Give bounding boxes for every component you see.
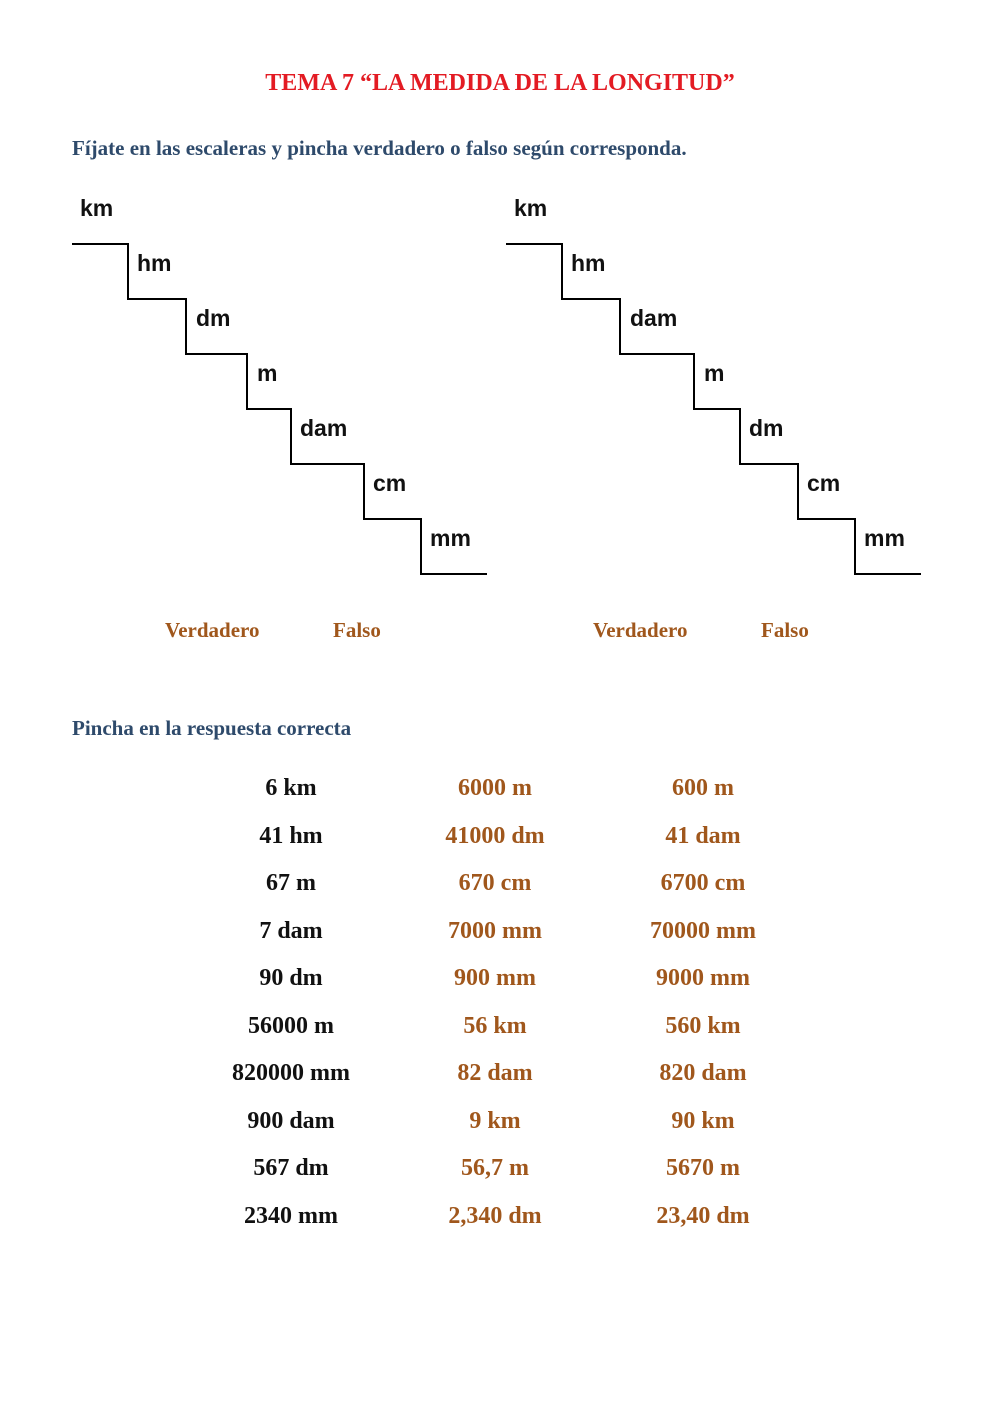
quiz-option-b[interactable]: 9000 mm (656, 965, 750, 992)
quiz-question: 41 hm (259, 822, 323, 849)
instruction-quiz: Pincha en la respuesta correcta (72, 716, 352, 740)
quiz-row (190, 765, 808, 813)
quiz-row (190, 1098, 808, 1146)
quiz-option-b[interactable]: 41 dam (665, 822, 741, 849)
stair-left-step-6: cm (373, 470, 407, 496)
stair-right-step-1: km (514, 195, 548, 221)
quiz-option-b[interactable]: 90 km (671, 1107, 735, 1134)
quiz-option-a[interactable]: 2,340 dm (448, 1202, 542, 1229)
quiz-option-a[interactable]: 82 dam (457, 1060, 533, 1087)
stair-right-step-4: m (704, 360, 725, 386)
stair-left-false-button[interactable]: Falso (333, 618, 381, 642)
stair-left-step-4: m (257, 360, 278, 386)
quiz-option-a[interactable]: 7000 mm (448, 917, 542, 944)
quiz-row (190, 860, 808, 908)
quiz-row (190, 908, 808, 956)
stair-right-step-6: cm (807, 470, 841, 496)
stair-right-false-button[interactable]: Falso (761, 618, 809, 642)
quiz-question: 90 dm (259, 965, 323, 992)
quiz-row (190, 1145, 808, 1193)
quiz-option-a[interactable]: 56,7 m (461, 1155, 529, 1182)
stair-right-step-5: dm (749, 415, 784, 441)
quiz-option-b[interactable]: 600 m (672, 775, 734, 802)
quiz-option-a[interactable]: 41000 dm (445, 822, 545, 849)
quiz-question: 900 dam (247, 1107, 335, 1134)
quiz-table (190, 765, 808, 1240)
stair-right-step-3: dam (630, 305, 678, 331)
stair-right-step-2: hm (571, 250, 606, 276)
stair-left-step-7: mm (430, 525, 471, 551)
quiz-question: 7 dam (259, 917, 323, 944)
quiz-option-a[interactable]: 9 km (469, 1107, 521, 1134)
quiz-question: 2340 mm (244, 1202, 338, 1229)
quiz-row (190, 1003, 808, 1051)
stair-left-step-2: hm (137, 250, 172, 276)
quiz-row (190, 813, 808, 861)
quiz-option-a[interactable]: 670 cm (458, 870, 532, 897)
quiz-row (190, 1193, 808, 1241)
stair-right-true-button[interactable]: Verdadero (593, 618, 688, 642)
staircase-right-lines (0, 0, 1000, 600)
stair-left-step-5: dam (300, 415, 348, 441)
quiz-option-a[interactable]: 56 km (463, 1012, 527, 1039)
stair-left-step-1: km (80, 195, 114, 221)
stair-right-step-7: mm (864, 525, 905, 551)
quiz-question: 67 m (266, 870, 316, 897)
quiz-row (190, 955, 808, 1003)
quiz-option-b[interactable]: 5670 m (666, 1155, 740, 1182)
quiz-option-b[interactable]: 6700 cm (660, 870, 746, 897)
quiz-option-b[interactable]: 70000 mm (650, 917, 756, 944)
stair-left-step-3: dm (196, 305, 231, 331)
quiz-option-b[interactable]: 820 dam (659, 1060, 747, 1087)
stair-left-true-button[interactable]: Verdadero (165, 618, 260, 642)
quiz-option-b[interactable]: 23,40 dm (656, 1202, 750, 1229)
quiz-question: 820000 mm (232, 1060, 350, 1087)
page-title: TEMA 7 “LA MEDIDA DE LA LONGITUD” (265, 70, 735, 96)
quiz-option-b[interactable]: 560 km (665, 1012, 741, 1039)
quiz-option-a[interactable]: 900 mm (454, 965, 536, 992)
quiz-question: 6 km (265, 775, 317, 802)
quiz-option-a[interactable]: 6000 m (458, 775, 532, 802)
quiz-question: 56000 m (248, 1012, 334, 1039)
quiz-question: 567 dm (253, 1155, 329, 1182)
quiz-row (190, 1050, 808, 1098)
instruction-stairs: Fíjate en las escaleras y pincha verdadero o falso según corresponda. (72, 136, 687, 160)
